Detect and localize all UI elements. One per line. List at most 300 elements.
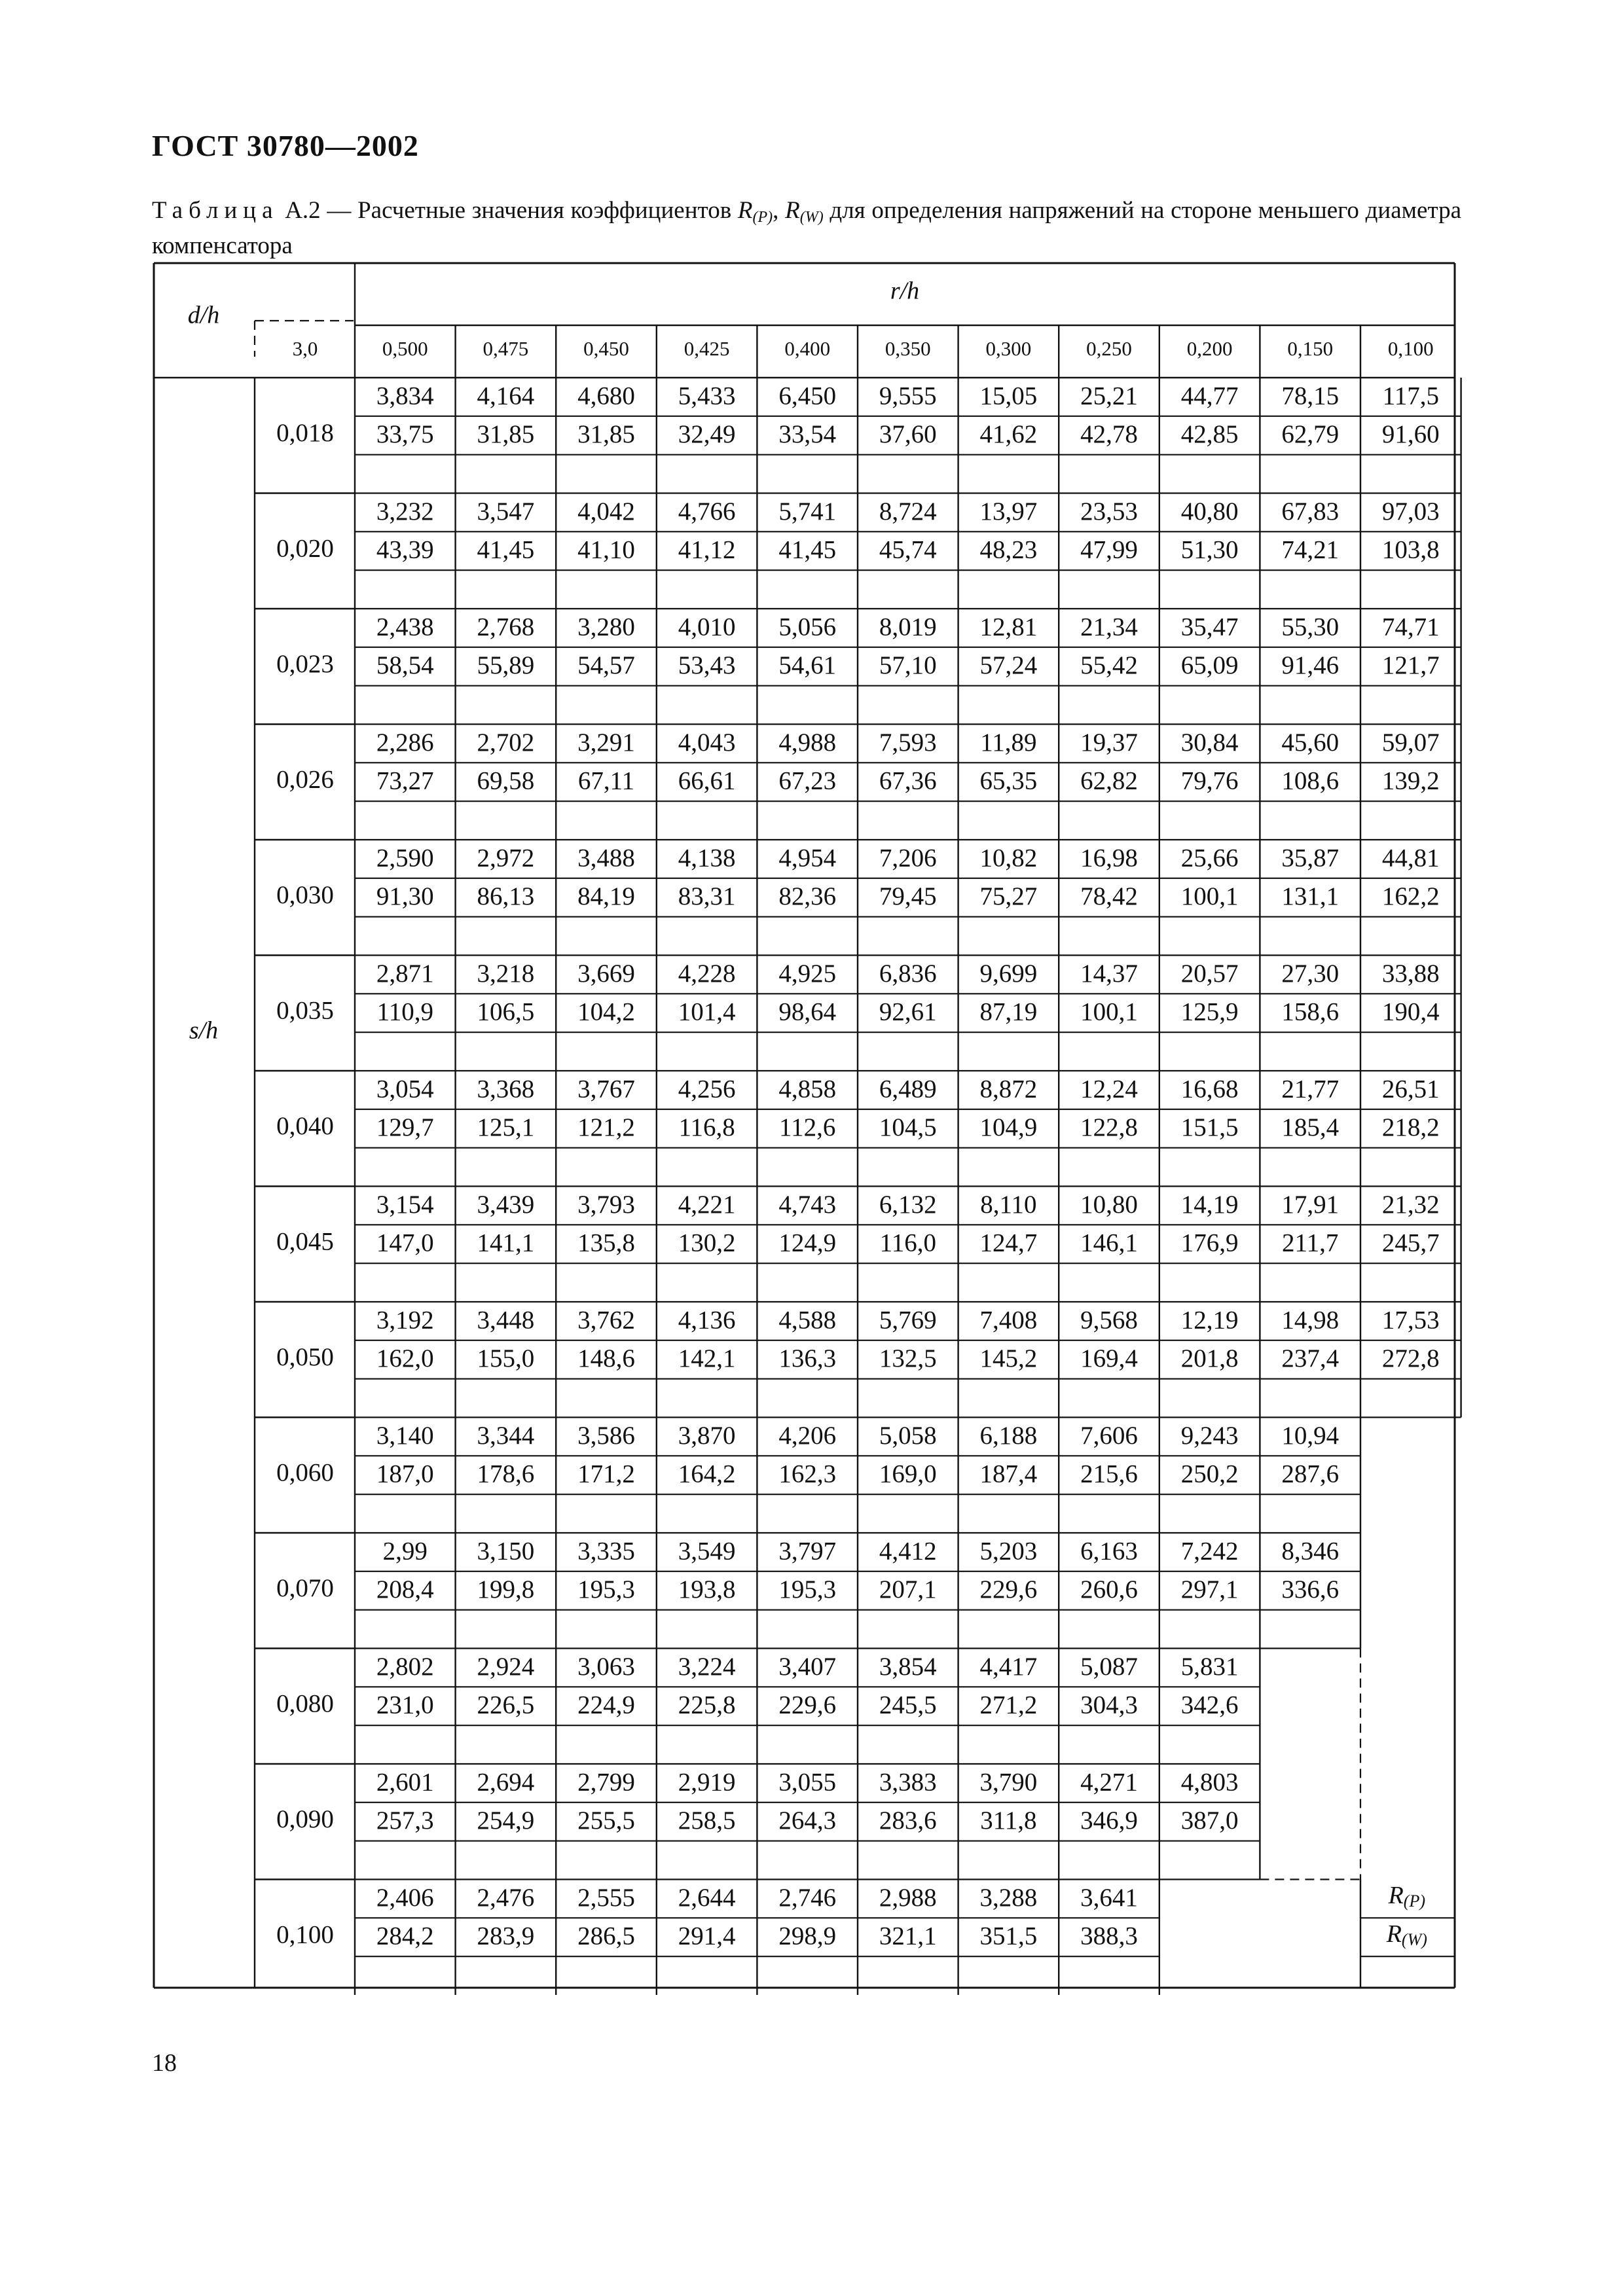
rp-value: 2,555 [577, 1883, 635, 1912]
rw-value: 33,54 [778, 420, 837, 449]
rh-value: 0,400 [784, 337, 831, 361]
rp-value: 3,288 [979, 1883, 1038, 1912]
rw-value: 100,1 [1180, 882, 1239, 911]
rp-value: 35,47 [1180, 613, 1239, 641]
rp-value: 3,383 [879, 1768, 937, 1797]
sh-value: 0,026 [276, 765, 334, 794]
rp-value: 2,871 [376, 959, 434, 988]
rw-value: 45,74 [879, 535, 937, 564]
rw-value: 311,8 [980, 1806, 1037, 1835]
rw-value: 37,60 [879, 420, 937, 449]
rw-value: 62,79 [1281, 420, 1340, 449]
rw-value: 162,3 [778, 1460, 837, 1488]
rw-value: 187,0 [376, 1460, 434, 1488]
rp-value: 4,417 [979, 1652, 1038, 1681]
rp-value: 2,406 [376, 1883, 434, 1912]
rw-value: 201,8 [1180, 1344, 1239, 1373]
rp-value: 16,98 [1080, 844, 1138, 872]
rp-value: 3,767 [577, 1075, 635, 1103]
sh-value: 0,050 [276, 1343, 334, 1372]
rw-value: 32,49 [678, 420, 736, 449]
rp-value: 21,77 [1281, 1075, 1340, 1103]
rw-value: 78,42 [1080, 882, 1138, 911]
rw-value: 62,82 [1080, 766, 1138, 795]
rp-value: 2,972 [477, 844, 535, 872]
rh-value: 0,350 [884, 337, 931, 361]
rp-value: 6,163 [1080, 1537, 1138, 1566]
caption-p-subscript: (P) [752, 209, 773, 226]
rw-value: 104,5 [879, 1113, 937, 1142]
sh-value: 0,100 [276, 1920, 334, 1949]
rw-value: 257,3 [376, 1806, 434, 1835]
rw-value: 91,60 [1381, 420, 1440, 449]
rw-value: 69,58 [477, 766, 535, 795]
rp-value: 44,81 [1381, 844, 1440, 872]
rw-value: 208,4 [376, 1575, 434, 1604]
rw-value: 121,2 [577, 1113, 635, 1142]
rw-value: 84,19 [577, 882, 635, 911]
rw-value: 287,6 [1281, 1460, 1340, 1488]
rw-value: 55,42 [1080, 651, 1138, 680]
caption-text: А.2 — Расчетные значения коэффициентов [278, 197, 738, 224]
rp-value: 3,549 [678, 1537, 736, 1566]
rp-value: 97,03 [1381, 497, 1440, 526]
rp-value: 4,271 [1080, 1768, 1138, 1797]
rw-value: 245,7 [1381, 1229, 1440, 1257]
rw-value: 41,62 [979, 420, 1038, 449]
rp-value: 3,150 [477, 1537, 535, 1566]
rw-value: 92,61 [879, 997, 937, 1026]
rp-value: 4,042 [577, 497, 635, 526]
rw-value: 264,3 [778, 1806, 837, 1835]
rh-value: 0,425 [684, 337, 730, 361]
sh-value: 0,020 [276, 534, 334, 563]
rw-value: 132,5 [879, 1344, 937, 1373]
rw-value: 41,45 [778, 535, 837, 564]
rw-value: 65,35 [979, 766, 1038, 795]
rp-value: 2,601 [376, 1768, 434, 1797]
rw-value: 79,45 [879, 882, 937, 911]
rw-value: 121,7 [1381, 651, 1440, 680]
rp-value: 4,803 [1180, 1768, 1239, 1797]
rw-value: 41,12 [678, 535, 736, 564]
rp-value: 8,724 [879, 497, 937, 526]
document-header: ГОСТ 30780—2002 [152, 129, 419, 162]
rw-value: 169,0 [879, 1460, 937, 1488]
rp-value: 2,802 [376, 1652, 434, 1681]
rp-value: 12,81 [979, 613, 1038, 641]
rp-value: 10,80 [1080, 1190, 1138, 1219]
rp-value: 25,21 [1080, 382, 1138, 410]
rw-value: 91,46 [1281, 651, 1340, 680]
sh-value: 0,040 [276, 1112, 334, 1141]
rw-value: 139,2 [1381, 766, 1440, 795]
rp-value: 4,256 [678, 1075, 736, 1103]
rp-value: 117,5 [1382, 382, 1439, 410]
rw-value: 125,1 [477, 1113, 535, 1142]
rp-value: 7,606 [1080, 1421, 1138, 1450]
rp-value: 2,919 [678, 1768, 736, 1797]
rw-value: 142,1 [678, 1344, 736, 1373]
rw-value: 106,5 [477, 997, 535, 1026]
sh-value: 0,023 [276, 650, 334, 679]
rw-value: 146,1 [1080, 1229, 1138, 1257]
rp-value: 2,694 [477, 1768, 535, 1797]
rp-value: 10,82 [979, 844, 1038, 872]
rp-value: 3,192 [376, 1306, 434, 1335]
rw-value: 53,43 [678, 651, 736, 680]
rp-value: 44,77 [1180, 382, 1239, 410]
rp-value: 3,547 [477, 497, 535, 526]
rw-value: 75,27 [979, 882, 1038, 911]
rw-value: 260,6 [1080, 1575, 1138, 1604]
rw-value: 211,7 [1282, 1229, 1339, 1257]
rp-value: 3,586 [577, 1421, 635, 1450]
rp-value: 6,489 [879, 1075, 937, 1103]
rw-value: 116,0 [879, 1229, 936, 1257]
rp-value: 40,80 [1180, 497, 1239, 526]
rw-value: 55,89 [477, 651, 535, 680]
rp-value: 2,644 [678, 1883, 736, 1912]
caption-r-symbol-2: R [785, 197, 800, 224]
rp-value: 14,98 [1281, 1306, 1340, 1335]
rw-value: 190,4 [1381, 997, 1440, 1026]
rw-value: 100,1 [1080, 997, 1138, 1026]
rp-value: 23,53 [1080, 497, 1138, 526]
rw-value: 291,4 [678, 1922, 736, 1950]
rw-value: 67,36 [879, 766, 937, 795]
rw-value: 116,8 [678, 1113, 735, 1142]
rw-value: 124,7 [979, 1229, 1038, 1257]
rp-value: 20,57 [1180, 959, 1239, 988]
rp-value: 2,768 [477, 613, 535, 641]
rh-value: 0,475 [483, 337, 529, 361]
rp-value: 4,136 [678, 1306, 736, 1335]
rw-value: 255,5 [577, 1806, 635, 1835]
rp-value: 7,242 [1180, 1537, 1239, 1566]
rw-value: 129,7 [376, 1113, 434, 1142]
rh-value: 0,200 [1186, 337, 1233, 361]
rp-value: 3,797 [778, 1537, 837, 1566]
rw-value: 125,9 [1180, 997, 1239, 1026]
rp-value: 35,87 [1281, 844, 1340, 872]
rw-value: 104,9 [979, 1113, 1038, 1142]
rp-value: 2,476 [477, 1883, 535, 1912]
rp-value: 4,228 [678, 959, 736, 988]
rw-value: 254,9 [477, 1806, 535, 1835]
rp-value: 14,37 [1080, 959, 1138, 988]
rp-value: 4,043 [678, 728, 736, 757]
rw-value: 54,61 [778, 651, 837, 680]
rw-value: 41,10 [577, 535, 635, 564]
rp-value: 16,68 [1180, 1075, 1239, 1103]
rh-label: r/h [890, 277, 920, 305]
rw-value: 250,2 [1180, 1460, 1239, 1488]
rp-value: 33,88 [1381, 959, 1440, 988]
rp-value: 7,408 [979, 1306, 1038, 1335]
rp-value: 4,766 [678, 497, 736, 526]
rw-value: 54,57 [577, 651, 635, 680]
rp-value: 2,590 [376, 844, 434, 872]
rp-value: 2,924 [477, 1652, 535, 1681]
rp-value: 19,37 [1080, 728, 1138, 757]
rp-value: 5,056 [778, 613, 837, 641]
rw-value: 104,2 [577, 997, 635, 1026]
rp-value: 2,286 [376, 728, 434, 757]
rw-value: 229,6 [778, 1691, 837, 1719]
rp-value: 3,280 [577, 613, 635, 641]
rp-value: 4,954 [778, 844, 837, 872]
rp-value: 15,05 [979, 382, 1038, 410]
rp-value: 3,054 [376, 1075, 434, 1103]
rp-value: 3,854 [879, 1652, 937, 1681]
caption-separator: , [773, 197, 786, 224]
rp-value: 4,138 [678, 844, 736, 872]
rw-value: 58,54 [376, 651, 434, 680]
rp-value: 5,831 [1180, 1652, 1239, 1681]
rw-value: 66,61 [678, 766, 736, 795]
rw-value: 185,4 [1281, 1113, 1340, 1142]
rp-value: 3,790 [979, 1768, 1038, 1797]
rp-value: 30,84 [1180, 728, 1239, 757]
rh-value: 0,100 [1387, 337, 1434, 361]
rw-value: 351,5 [979, 1922, 1038, 1950]
sh-value: 0,060 [276, 1458, 334, 1487]
rw-value: 83,31 [678, 882, 736, 911]
rp-value: 3,140 [376, 1421, 434, 1450]
rp-value: 3,055 [778, 1768, 837, 1797]
rw-value: 87,19 [979, 997, 1038, 1026]
rw-value: 43,39 [376, 535, 434, 564]
rw-value: 41,45 [477, 535, 535, 564]
rw-value: 47,99 [1080, 535, 1138, 564]
rw-value: 321,1 [879, 1922, 937, 1950]
rw-value: 272,8 [1381, 1344, 1440, 1373]
rp-value: 13,97 [979, 497, 1038, 526]
rp-value: 5,769 [879, 1306, 937, 1335]
rp-value: 27,30 [1281, 959, 1340, 988]
rp-value: 17,53 [1381, 1306, 1440, 1335]
rw-value: 42,85 [1180, 420, 1239, 449]
rp-value: 6,450 [778, 382, 837, 410]
rp-value: 12,24 [1080, 1075, 1138, 1103]
rw-value: 74,21 [1281, 535, 1340, 564]
rp-value: 3,232 [376, 497, 434, 526]
rp-value: 74,71 [1381, 613, 1440, 641]
rp-value: 9,568 [1080, 1306, 1138, 1335]
rw-value: 42,78 [1080, 420, 1138, 449]
rp-value: 3,154 [376, 1190, 434, 1219]
rp-value: 5,741 [778, 497, 837, 526]
rw-value: 283,6 [879, 1806, 937, 1835]
sh-value: 0,018 [276, 419, 334, 448]
rh-value: 0,450 [583, 337, 629, 361]
rp-value: 3,870 [678, 1421, 736, 1450]
rw-value: 298,9 [778, 1922, 837, 1950]
rp-value: 4,010 [678, 613, 736, 641]
rw-value: 151,5 [1180, 1113, 1239, 1142]
rw-value: 231,0 [376, 1691, 434, 1719]
rw-value: 122,8 [1080, 1113, 1138, 1142]
sh-value: 0,080 [276, 1689, 334, 1718]
rw-value: 158,6 [1281, 997, 1340, 1026]
rw-value: 130,2 [678, 1229, 736, 1257]
rw-value: 148,6 [577, 1344, 635, 1373]
caption-tail: для определения напряжений на стороне меньшего диаметра компенсатора [152, 197, 1461, 259]
rp-value: 7,593 [879, 728, 937, 757]
rp-value: 2,99 [382, 1537, 428, 1566]
rw-value: 147,0 [376, 1229, 434, 1257]
rw-value: 67,23 [778, 766, 837, 795]
rp-value: 67,83 [1281, 497, 1340, 526]
rp-value: 78,15 [1281, 382, 1340, 410]
rw-value: 218,2 [1381, 1113, 1440, 1142]
rp-value: 12,19 [1180, 1306, 1239, 1335]
rw-value: 284,2 [376, 1922, 434, 1950]
rp-value: 3,669 [577, 959, 635, 988]
rp-value: 2,438 [376, 613, 434, 641]
rw-value: 297,1 [1180, 1575, 1239, 1604]
rw-value: 135,8 [577, 1229, 635, 1257]
rp-value: 4,164 [477, 382, 535, 410]
rw-value: 136,3 [778, 1344, 837, 1373]
rw-value: 110,9 [376, 997, 433, 1026]
rp-value: 59,07 [1381, 728, 1440, 757]
rw-value: 187,4 [979, 1460, 1038, 1488]
rw-value: 48,23 [979, 535, 1038, 564]
rw-value: 215,6 [1080, 1460, 1138, 1488]
rw-value: 225,8 [678, 1691, 736, 1719]
rw-value: 162,0 [376, 1344, 434, 1373]
sh-value: 0,090 [276, 1805, 334, 1834]
rw-value: 193,8 [678, 1575, 736, 1604]
rp-value: 14,19 [1180, 1190, 1239, 1219]
rw-value: 91,30 [376, 882, 434, 911]
rw-value: 103,8 [1381, 535, 1440, 564]
rp-value: 8,872 [979, 1075, 1038, 1103]
sh-label: s/h [189, 1016, 219, 1045]
rw-value: 31,85 [477, 420, 535, 449]
rp-value: 3,488 [577, 844, 635, 872]
rw-value: 131,1 [1281, 882, 1340, 911]
rp-value: 6,132 [879, 1190, 937, 1219]
rw-value: 283,9 [477, 1922, 535, 1950]
rw-value: 237,4 [1281, 1344, 1340, 1373]
rh-value: 0,500 [382, 337, 428, 361]
rh-value: 0,150 [1287, 337, 1334, 361]
rp-value: 3,793 [577, 1190, 635, 1219]
rp-value: 3,335 [577, 1537, 635, 1566]
rp-value: 3,344 [477, 1421, 535, 1450]
rw-value: 199,8 [477, 1575, 535, 1604]
caption-r-symbol: R [737, 197, 753, 224]
rw-value: 67,11 [577, 766, 635, 795]
dh-value: 3,0 [292, 337, 318, 361]
rw-value: 33,75 [376, 420, 434, 449]
rp-value: 25,66 [1180, 844, 1239, 872]
rw-value: 112,6 [779, 1113, 836, 1142]
rp-value: 4,988 [778, 728, 837, 757]
legend-rp-label: $R_{(P)}$ [1388, 1881, 1426, 1910]
rw-value: 226,5 [477, 1691, 535, 1719]
rw-value: 57,10 [879, 651, 937, 680]
rw-value: 101,4 [678, 997, 736, 1026]
rp-value: 10,94 [1281, 1421, 1340, 1450]
caption-prefix: Таблица [152, 197, 279, 224]
legend-rw-label: $R_{(W)}$ [1386, 1920, 1427, 1949]
rp-value: 5,087 [1080, 1652, 1138, 1681]
rw-value: 169,4 [1080, 1344, 1138, 1373]
rp-value: 3,641 [1080, 1883, 1138, 1912]
rw-value: 195,3 [778, 1575, 837, 1604]
rp-value: 4,206 [778, 1421, 837, 1450]
rw-value: 108,6 [1281, 766, 1340, 795]
rp-value: 9,699 [979, 959, 1038, 988]
rp-value: 21,32 [1381, 1190, 1440, 1219]
sh-value: 0,030 [276, 881, 334, 910]
rw-value: 57,24 [979, 651, 1038, 680]
rw-value: 31,85 [577, 420, 635, 449]
rw-value: 145,2 [979, 1344, 1038, 1373]
rw-value: 342,6 [1180, 1691, 1239, 1719]
rp-value: 3,063 [577, 1652, 635, 1681]
rp-value: 3,407 [778, 1652, 837, 1681]
rw-value: 82,36 [778, 882, 837, 911]
rw-value: 141,1 [477, 1229, 535, 1257]
rw-value: 224,9 [577, 1691, 635, 1719]
rh-value: 0,300 [985, 337, 1032, 361]
rp-value: 45,60 [1281, 728, 1340, 757]
rw-value: 65,09 [1180, 651, 1239, 680]
sh-value: 0,045 [276, 1227, 334, 1256]
rp-value: 3,762 [577, 1306, 635, 1335]
rp-value: 4,412 [879, 1537, 937, 1566]
rw-value: 207,1 [879, 1575, 937, 1604]
rw-value: 178,6 [477, 1460, 535, 1488]
rp-value: 4,925 [778, 959, 837, 988]
rw-value: 229,6 [979, 1575, 1038, 1604]
rp-value: 4,588 [778, 1306, 837, 1335]
rp-value: 3,439 [477, 1190, 535, 1219]
rp-value: 4,858 [778, 1075, 837, 1103]
caption-w-subscript: (W) [799, 209, 824, 226]
rp-value: 3,448 [477, 1306, 535, 1335]
rw-value: 79,76 [1180, 766, 1239, 795]
rp-value: 4,743 [778, 1190, 837, 1219]
rp-value: 6,188 [979, 1421, 1038, 1450]
rp-value: 5,203 [979, 1537, 1038, 1566]
rp-value: 8,110 [980, 1190, 1037, 1219]
rp-value: 2,988 [879, 1883, 937, 1912]
rp-value: 4,221 [678, 1190, 736, 1219]
rp-value: 21,34 [1080, 613, 1138, 641]
rp-value: 11,89 [980, 728, 1037, 757]
rw-value: 258,5 [678, 1806, 736, 1835]
rp-value: 3,291 [577, 728, 635, 757]
rw-value: 388,3 [1080, 1922, 1138, 1950]
rp-value: 55,30 [1281, 613, 1340, 641]
rp-value: 2,799 [577, 1768, 635, 1797]
dh-label: d/h [187, 301, 220, 329]
rw-value: 304,3 [1080, 1691, 1138, 1719]
rw-value: 195,3 [577, 1575, 635, 1604]
rw-value: 387,0 [1180, 1806, 1239, 1835]
rw-value: 286,5 [577, 1922, 635, 1950]
rw-value: 51,30 [1180, 535, 1239, 564]
rp-value: 9,243 [1180, 1421, 1239, 1450]
rw-value: 86,13 [477, 882, 535, 911]
rp-value: 5,058 [879, 1421, 937, 1450]
